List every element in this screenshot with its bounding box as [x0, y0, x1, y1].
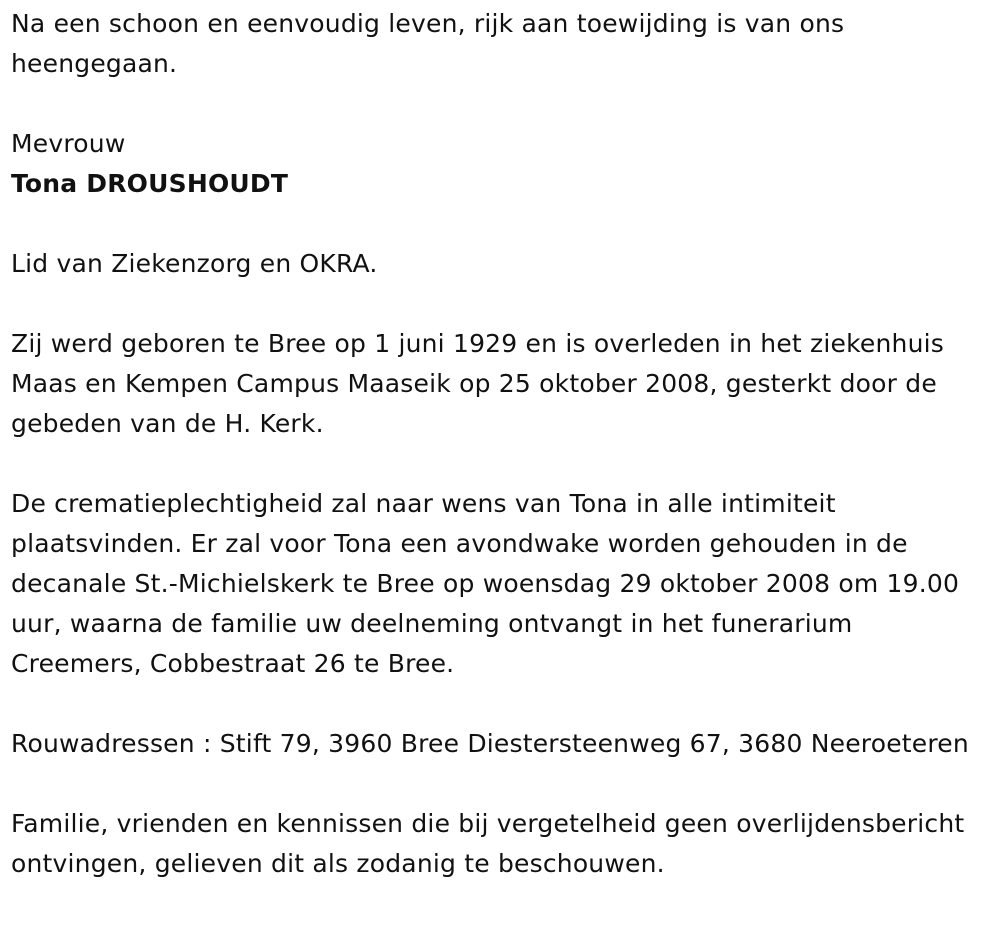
closing-text: Familie, vrienden en kennissen die bij vergetelheid geen overlijdensbericht ontvingen, gelieven dit als zodanig te beschouwen. — [11, 809, 965, 878]
spacer — [11, 684, 991, 724]
deceased-name: Tona DROUSHOUDT — [11, 169, 289, 198]
spacer — [11, 84, 991, 124]
spacer — [11, 284, 991, 324]
birth-death-text: Zij werd geboren te Bree op 1 juni 1929 en is overleden in het ziekenhuis Maas en Kempen Campus Maaseik op 25 oktober 2008, gesterkt door de gebeden van de H. Kerk. — [11, 329, 944, 438]
membership-text: Lid van Ziekenzorg en OKRA. — [11, 249, 378, 278]
obituary-notice — [11, 4, 991, 884]
spacer — [11, 204, 991, 244]
spacer — [11, 764, 991, 804]
ceremony-text: De crematieplechtigheid zal naar wens van Tona in alle intimiteit plaatsvinden. Er zal voor Tona een avondwake worden gehouden in de decanale St.-Michielskerk te Bree op woensdag 29 oktober 2008 om 19.00 uur, waarna de familie uw deelneming ontvangt in het funerarium Creemers, Cobbestraat 26 te Bree. — [11, 489, 960, 678]
honorific: Mevrouw — [11, 129, 126, 158]
intro-text: Na een schoon en eenvoudig leven, rijk aan toewijding is van ons heengegaan. — [11, 9, 845, 78]
addresses-text: Rouwadressen : Stift 79, 3960 Bree Diestersteenweg 67, 3680 Neeroeteren — [11, 729, 969, 758]
spacer — [11, 444, 991, 484]
